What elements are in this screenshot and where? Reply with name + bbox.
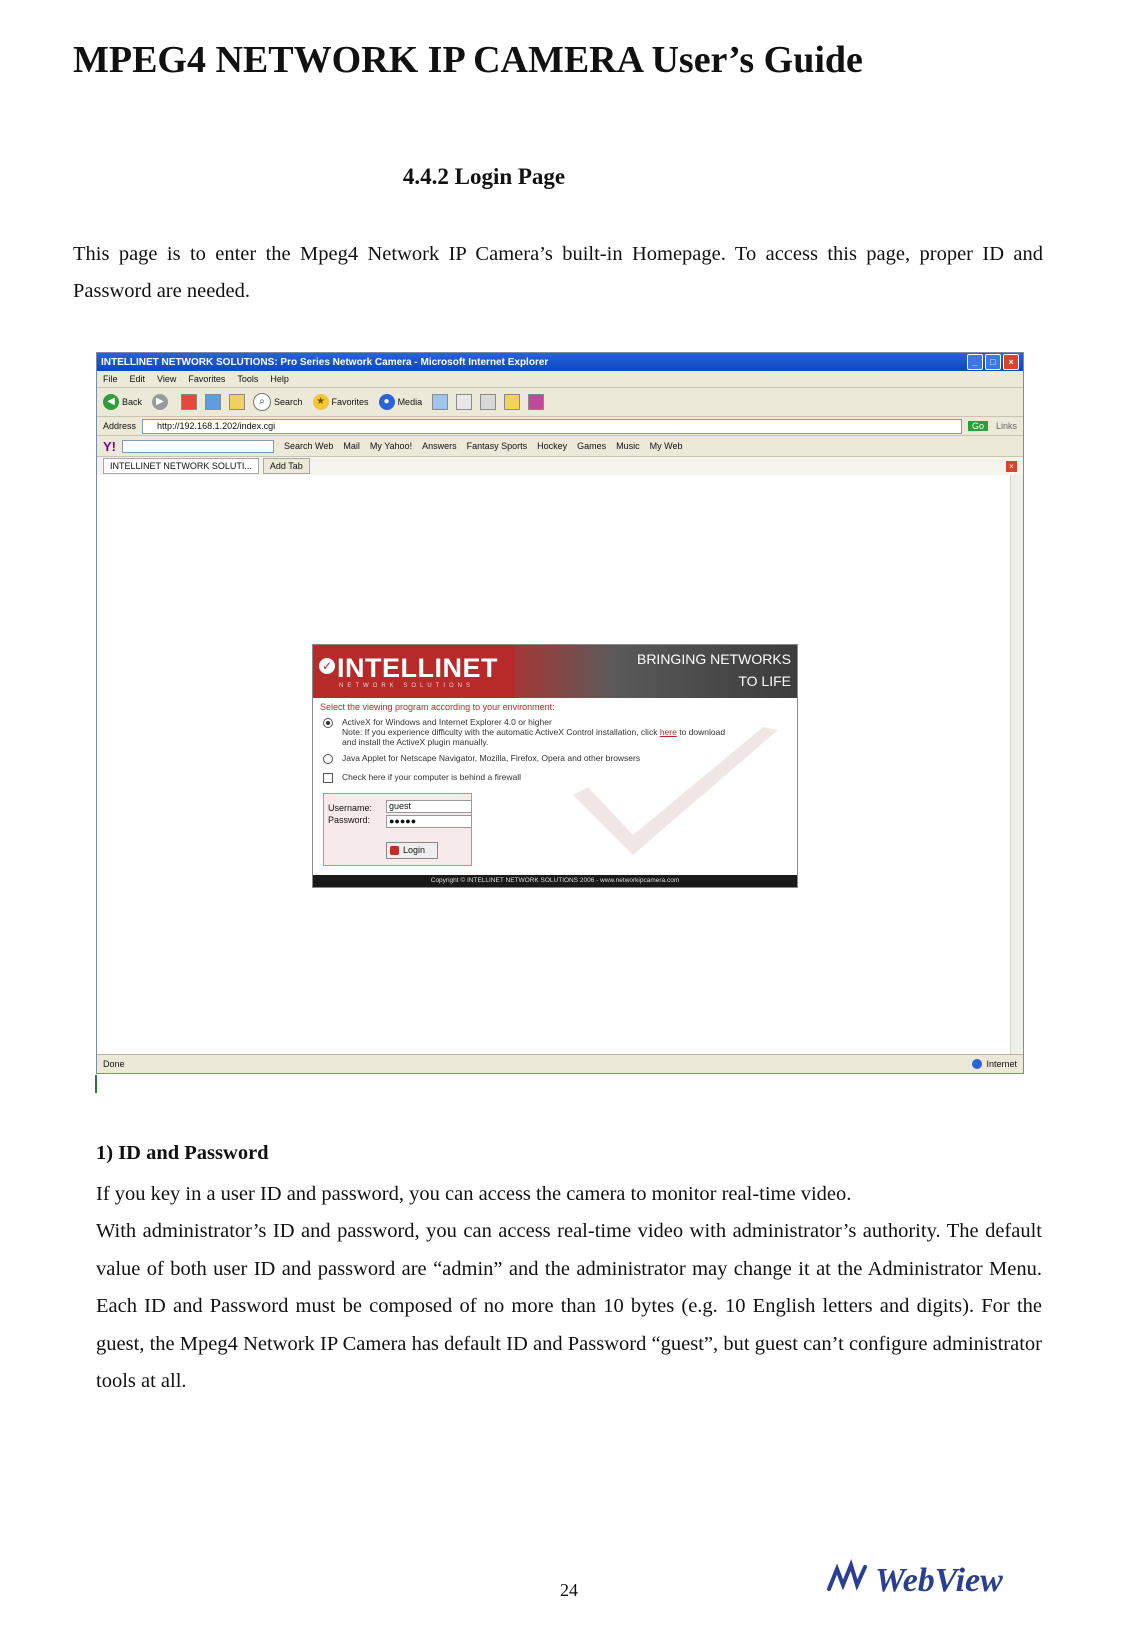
activex-radio[interactable] <box>323 718 333 728</box>
password-input[interactable]: ●●●●● <box>386 815 472 828</box>
page-content <box>97 475 1011 1055</box>
tab-bar <box>97 457 1023 476</box>
favorites-button[interactable] <box>313 394 369 410</box>
stop-icon[interactable] <box>181 394 197 410</box>
folder-icon[interactable] <box>504 394 520 410</box>
links-label[interactable]: Links <box>995 421 1017 431</box>
yahoo-hockey[interactable]: Hockey <box>537 441 568 451</box>
username-label: Username: <box>328 803 373 813</box>
yahoo-games[interactable]: Games <box>577 441 607 451</box>
tagline <box>515 645 797 698</box>
tab-intellinet[interactable]: INTELLINET NETWORK SOLUTI... <box>103 458 259 474</box>
menu-view[interactable]: View <box>157 374 177 384</box>
yahoo-search-button[interactable]: Search Web <box>284 441 334 451</box>
brand-logo <box>313 645 515 698</box>
check-logo-icon: ✓ <box>319 658 335 674</box>
section-title: 4.4.2 Login Page <box>402 164 566 189</box>
menu-help[interactable]: Help <box>270 374 289 384</box>
back-label: Back <box>122 397 143 407</box>
firewall-option[interactable] <box>323 772 521 783</box>
search-label: Search <box>274 397 303 407</box>
page-number: 24 <box>560 1580 578 1600</box>
address-bar <box>97 417 1023 436</box>
history-icon[interactable] <box>432 394 448 410</box>
java-radio[interactable] <box>323 754 333 764</box>
star-icon: ★ <box>313 394 329 410</box>
activex-line1: ActiveX for Windows and Internet Explorer 4.0 or higher <box>342 717 552 727</box>
home-icon[interactable] <box>229 394 245 410</box>
back-arrow-icon: ◀ <box>103 394 119 410</box>
refresh-icon[interactable] <box>205 394 221 410</box>
document-title: MPEG4 NETWORK IP CAMERA User’s Guide <box>73 39 863 81</box>
activex-line3: and install the ActiveX plugin manually. <box>342 737 489 747</box>
close-tab-icon[interactable]: × <box>1006 461 1017 472</box>
login-button[interactable] <box>386 842 438 859</box>
paragraph-1: If you key in a user ID and password, you can access the camera to monitor real-time video. <box>96 1183 852 1205</box>
yahoo-myyahoo[interactable]: My Yahoo! <box>369 441 413 451</box>
activex-note-end: to download <box>679 727 726 737</box>
search-icon: ⌕ <box>253 393 271 411</box>
webview-logo-text: WebView <box>875 1562 1003 1599</box>
webview-logo <box>825 1555 1045 1601</box>
menu-edit[interactable]: Edit <box>129 374 146 384</box>
address-input[interactable]: http://192.168.1.202/index.cgi <box>142 419 962 434</box>
intro-paragraph: This page is to enter the Mpeg4 Network IP Camera’s built-in Homepage. To access this page, proper ID and Password are needed. <box>73 243 1043 302</box>
close-icon[interactable]: × <box>1003 354 1019 370</box>
yahoo-logo[interactable]: Y! <box>103 438 116 454</box>
menu-bar <box>97 371 1023 388</box>
browser-screenshot <box>96 352 1024 1074</box>
tagline-line2: TO LIFE <box>738 673 791 689</box>
yahoo-mail[interactable]: Mail <box>343 441 360 451</box>
forward-arrow-icon: ▶ <box>152 394 168 410</box>
media-label: Media <box>397 397 423 407</box>
vertical-scrollbar[interactable] <box>1010 475 1023 1055</box>
yahoo-toolbar <box>97 436 1023 457</box>
maximize-icon[interactable]: □ <box>985 354 1001 370</box>
add-tab-button[interactable]: Add Tab <box>263 458 310 474</box>
window-titlebar <box>97 353 1023 371</box>
login-button-label: Login <box>402 845 425 855</box>
paragraph-2: With administrator’s ID and password, you can access real-time video with administrator’s authority. The default value of both user ID and password are “admin” and the administrator may change it at the Administrator Menu. Each ID and Password must be composed of no more than 10 bytes (e.g. 10 English letters and digits). For the guest, the Mpeg4 Network IP Camera has default ID and Password “guest”, but guest can’t configure administrator tools at all. <box>96 1220 1042 1392</box>
favorites-label: Favorites <box>331 397 369 407</box>
browser-toolbar <box>97 388 1023 417</box>
go-button[interactable]: Go <box>968 421 988 431</box>
brand-subtitle: NETWORK SOLUTIONS <box>339 683 475 689</box>
yahoo-music[interactable]: Music <box>616 441 640 451</box>
media-button[interactable] <box>379 394 423 410</box>
intellinet-banner <box>313 645 797 698</box>
yahoo-myweb[interactable]: My Web <box>649 441 683 451</box>
status-text: Done <box>103 1059 125 1069</box>
login-panel <box>312 644 798 888</box>
status-bar <box>97 1054 1023 1073</box>
text-cursor-mark <box>95 1075 97 1093</box>
search-button[interactable] <box>253 393 303 411</box>
java-label: Java Applet for Netscape Navigator, Mozilla, Firefox, Opera and other browsers <box>342 753 641 763</box>
activex-option[interactable] <box>323 717 725 747</box>
address-label: Address <box>103 421 137 431</box>
messenger-icon[interactable] <box>528 394 544 410</box>
login-key-icon <box>390 846 399 855</box>
brand-name: INTELLINET <box>337 653 498 683</box>
globe-icon <box>972 1059 982 1069</box>
firewall-checkbox[interactable] <box>323 773 333 783</box>
login-form <box>323 793 472 866</box>
mail-icon[interactable] <box>456 394 472 410</box>
yahoo-fantasy[interactable]: Fantasy Sports <box>466 441 528 451</box>
window-title: INTELLINET NETWORK SOLUTIONS: Pro Series Network Camera - Microsoft Internet Explorer <box>101 356 549 368</box>
java-option[interactable] <box>323 753 640 764</box>
activex-note: Note: If you experience difficulty with the automatic ActiveX Control installation, click <box>342 727 658 737</box>
print-icon[interactable] <box>480 394 496 410</box>
zone-label: Internet <box>986 1059 1017 1069</box>
tagline-line1: BRINGING NETWORKS <box>636 651 791 667</box>
forward-button[interactable] <box>152 394 171 410</box>
minimize-icon[interactable]: _ <box>967 354 983 370</box>
yahoo-search-input[interactable] <box>122 440 274 453</box>
viewing-program-prompt: Select the viewing program according to your environment: <box>320 702 555 712</box>
security-zone <box>972 1059 1017 1069</box>
firewall-label: Check here if your computer is behind a firewall <box>342 772 522 782</box>
menu-favorites[interactable]: Favorites <box>188 374 226 384</box>
subsection-title: 1) ID and Password <box>96 1142 269 1164</box>
back-button[interactable] <box>103 394 142 410</box>
username-input[interactable]: guest <box>386 800 472 813</box>
copyright-bar: Copyright © INTELLINET NETWORK SOLUTIONS 2006 - www.networkipcamera.com <box>313 875 797 887</box>
password-label: Password: <box>328 815 371 825</box>
menu-file[interactable]: File <box>103 374 118 384</box>
activex-here-link[interactable]: here <box>659 727 677 737</box>
media-icon: ● <box>379 394 395 410</box>
yahoo-answers[interactable]: Answers <box>422 441 457 451</box>
menu-tools[interactable]: Tools <box>237 374 259 384</box>
